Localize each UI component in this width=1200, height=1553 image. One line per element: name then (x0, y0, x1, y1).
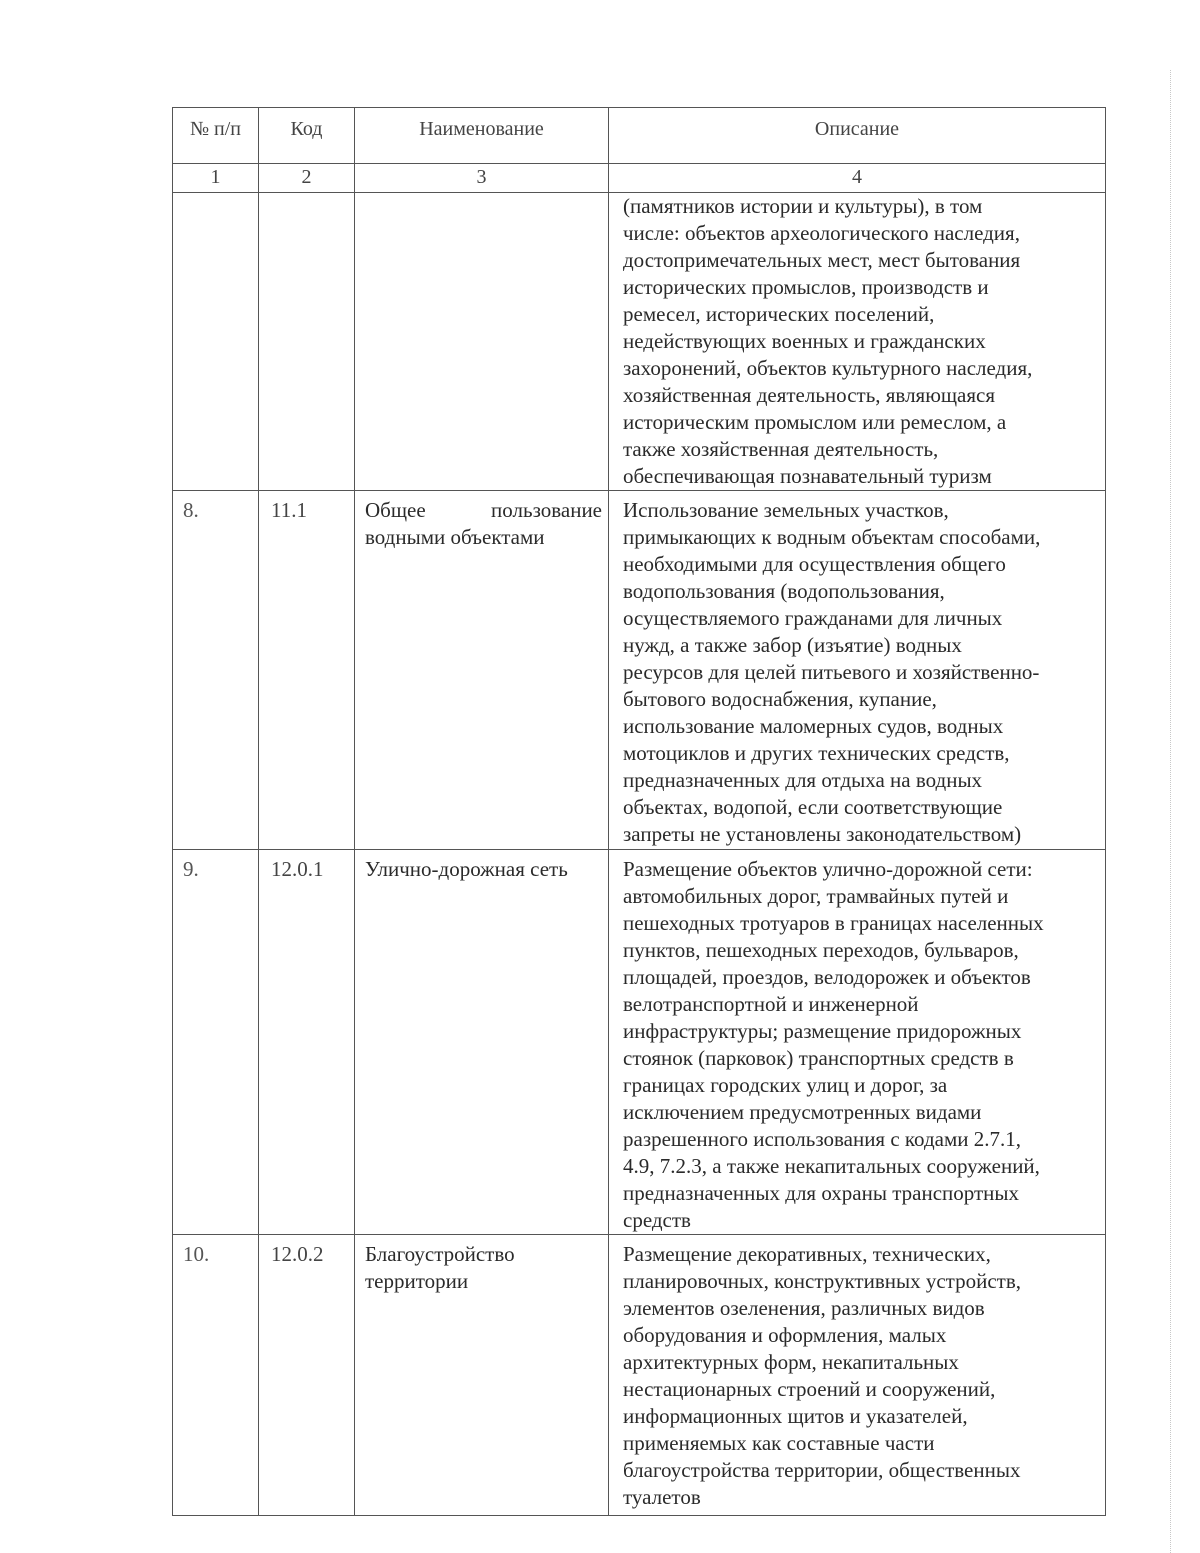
description-line: водопользования (водопользования, (623, 579, 945, 603)
name-line: территории (365, 1269, 469, 1293)
cell-num (173, 193, 259, 491)
header-num: № п/п (173, 108, 259, 164)
table-row (173, 1235, 1106, 1516)
cell-code (259, 193, 355, 491)
cell-code: 12.0.1 (259, 850, 355, 1235)
description-line: ремесел, исторических поселений, (623, 302, 935, 326)
header-row (173, 108, 1106, 164)
description-line: ресурсов для целей питьевого и хозяйственно- (623, 660, 1040, 684)
name-line: Общее пользование (365, 498, 602, 522)
description-line: нужд, а также забор (изъятие) водных (623, 633, 962, 657)
description-line: планировочных, конструктивных устройств, (623, 1269, 1022, 1293)
description-line: велотранспортной и инженерной (623, 992, 919, 1016)
cell-num: 9. (173, 850, 259, 1235)
description-line: исключением предусмотренных видами (623, 1100, 982, 1124)
description-line: инфраструктуры; размещение придорожных (623, 1019, 1022, 1043)
column-number: 4 (609, 164, 1106, 193)
description-line: архитектурных форм, некапитальных (623, 1350, 959, 1374)
description-line: туалетов (623, 1485, 701, 1509)
description-line: запреты не установлены законодательством) (623, 822, 1022, 846)
description-line: осуществляемого гражданами для личных (623, 606, 1003, 630)
description-line: объектах, водопой, если соответствующие (623, 795, 1003, 819)
header-name: Наименование (355, 108, 609, 164)
description-line: исторических промыслов, производств и (623, 275, 989, 299)
description-line: (памятников истории и культуры), в том (623, 194, 983, 218)
description-line: числе: объектов археологического наследия, (623, 221, 1020, 245)
description-line: информационных щитов и указателей, (623, 1404, 968, 1428)
cell-name (355, 1235, 609, 1516)
table-row-continuation (173, 193, 1106, 491)
column-number: 1 (173, 164, 259, 193)
description-line: также хозяйственная деятельность, (623, 437, 939, 461)
description-line: 4.9, 7.2.3, а также некапитальных сооружений, (623, 1154, 1040, 1178)
cell-description (609, 193, 1106, 491)
description-line: нестационарных строений и сооружений, (623, 1377, 996, 1401)
column-number: 3 (355, 164, 609, 193)
description-line: границах городских улиц и дорог, за (623, 1073, 948, 1097)
cell-num: 10. (173, 1235, 259, 1516)
name-line: водными объектами (365, 525, 545, 549)
header-code: Код (259, 108, 355, 164)
description-line: достопримечательных мест, мест бытования (623, 248, 1021, 272)
description-line: Размещение объектов улично-дорожной сети: (623, 857, 1033, 881)
description-line: пунктов, пешеходных переходов, бульваров, (623, 938, 1019, 962)
description-line: необходимыми для осуществления общего (623, 552, 1006, 576)
column-number-row (173, 164, 1106, 193)
land-use-table (172, 107, 1106, 1516)
cell-description (609, 491, 1106, 850)
description-line: Размещение декоративных, технических, (623, 1242, 991, 1266)
description-line: бытового водоснабжения, купание, (623, 687, 937, 711)
scan-page-edge (1170, 70, 1171, 1553)
description-line: Использование земельных участков, (623, 498, 949, 522)
cell-description (609, 1235, 1106, 1516)
description-line: предназначенных для отдыха на водных (623, 768, 983, 792)
name-line: Благоустройство (365, 1242, 515, 1266)
column-number: 2 (259, 164, 355, 193)
cell-description (609, 850, 1106, 1235)
name-line: Улично-дорожная сеть (365, 857, 568, 881)
header-desc: Описание (609, 108, 1106, 164)
description-line: обеспечивающая познавательный туризм (623, 464, 992, 488)
description-line: недействующих военных и гражданских (623, 329, 986, 353)
description-line: оборудования и оформления, малых (623, 1323, 947, 1347)
description-line: предназначенных для охраны транспортных (623, 1181, 1020, 1205)
description-line: мотоциклов и других технических средств, (623, 741, 1010, 765)
description-line: хозяйственная деятельность, являющаяся (623, 383, 996, 407)
description-line: автомобильных дорог, трамвайных путей и (623, 884, 1009, 908)
cell-name (355, 491, 609, 850)
description-line: разрешенного использования с кодами 2.7.1, (623, 1127, 1021, 1151)
cell-code: 12.0.2 (259, 1235, 355, 1516)
cell-num: 8. (173, 491, 259, 850)
cell-code: 11.1 (259, 491, 355, 850)
description-line: стоянок (парковок) транспортных средств в (623, 1046, 1014, 1070)
description-line: применяемых как составные части (623, 1431, 935, 1455)
description-line: захоронений, объектов культурного наследия, (623, 356, 1033, 380)
description-line: площадей, проездов, велодорожек и объектов (623, 965, 1031, 989)
description-line: благоустройства территории, общественных (623, 1458, 1021, 1482)
cell-name (355, 193, 609, 491)
cell-name (355, 850, 609, 1235)
description-line: примыкающих к водным объектам способами, (623, 525, 1041, 549)
description-line: средств (623, 1208, 691, 1232)
description-line: пешеходных тротуаров в границах населенных (623, 911, 1044, 935)
description-line: историческим промыслом или ремеслом, а (623, 410, 1007, 434)
description-line: элементов озеленения, различных видов (623, 1296, 985, 1320)
table-row (173, 491, 1106, 850)
description-line: использование маломерных судов, водных (623, 714, 1004, 738)
table-row (173, 850, 1106, 1235)
